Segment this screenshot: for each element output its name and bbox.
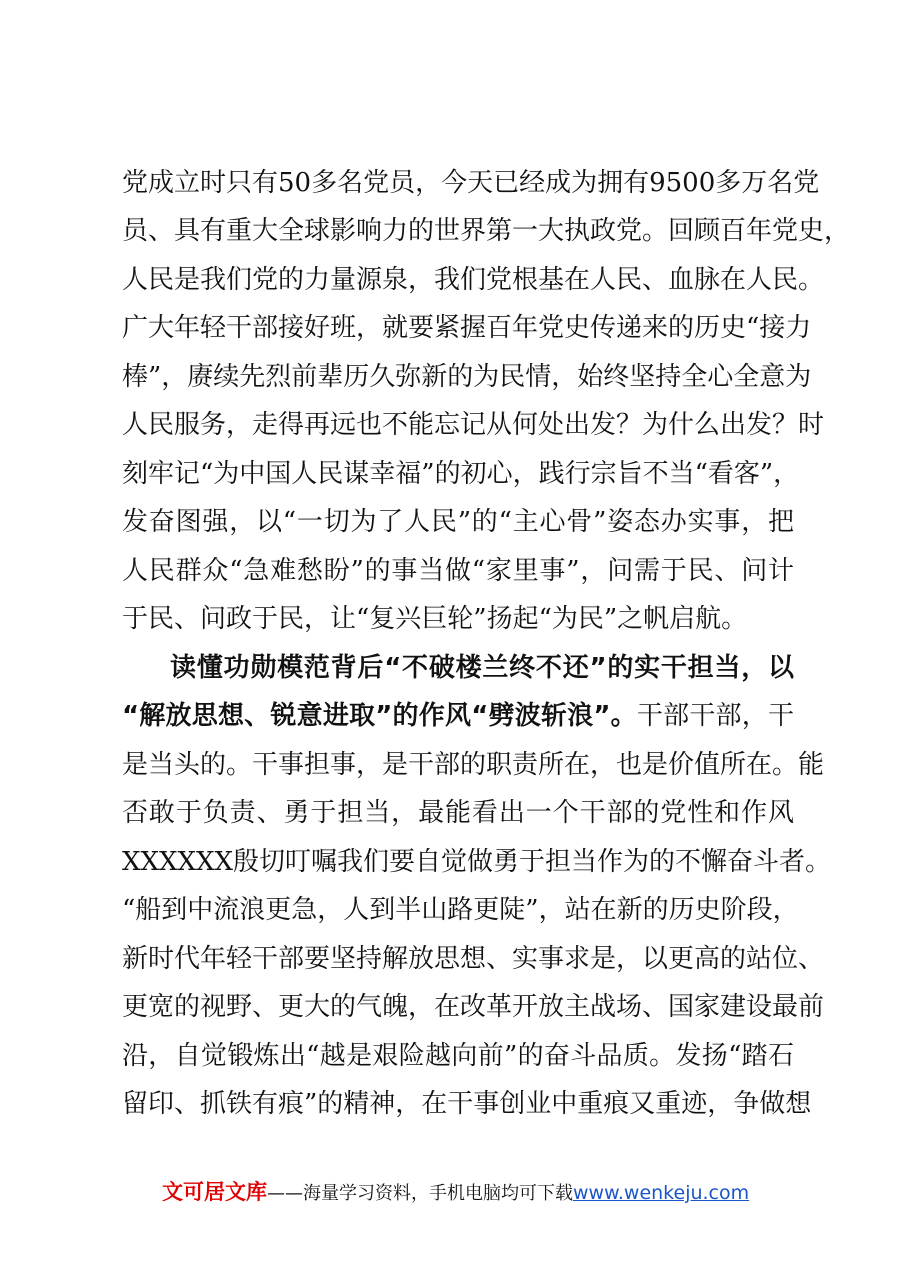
body-line-12 (122, 698, 794, 734)
body-line-10: 于民、问政于民，让“复兴巨轮”扬起“为民”之帆启航。 (122, 604, 748, 634)
footer-brand: 文可居文库 (162, 1180, 267, 1204)
body-line-7: 刻牢记“为中国人民谋幸福”的初心，践行宗旨不当“看客”， (122, 459, 800, 489)
body-line-20: 留印、抓铁有痕”的精神，在干事创业中重痕又重迹，争做想 (122, 1089, 812, 1119)
body-line-3: 人民是我们党的力量源泉，我们党根基在人民、血脉在人民。 (122, 265, 825, 295)
footer-slogan: ——海量学习资料，手机电脑均可下载 (267, 1183, 573, 1204)
body-line-2: 员、具有重大全球影响力的世界第一大执政党。回顾百年党史， (122, 216, 851, 246)
body-line-14: 否敢于负责、勇于担当，最能看出一个干部的党性和作风 (122, 798, 794, 828)
body-line-18: 更宽的视野、更大的气魄，在改革开放主战场、国家建设最前 (122, 992, 825, 1022)
footer-banner (162, 1176, 762, 1208)
section-heading-line-1: 读懂功勋模范背后“不破楼兰终不还”的实干担当，以 (170, 653, 794, 683)
body-line-8: 发奋图强，以“一切为了人民”的“主心骨”姿态办实事，把 (122, 507, 794, 537)
body-line-12-rest: 干部干部，干 (636, 701, 794, 731)
body-line-1: 党成立时只有50多名党员，今天已经成为拥有9500多万名党 (122, 168, 820, 198)
body-line-13: 是当头的。干事担事，是干部的职责所在，也是价值所在。能 (122, 750, 825, 780)
section-heading-continuation: “解放思想、锐意进取”的作风“劈波斩浪”。 (122, 701, 637, 731)
body-line-15: XXXXXX殷切叮嘱我们要自觉做勇于担当作为的不懈奋斗者。 (122, 847, 832, 877)
body-line-9: 人民群众“急难愁盼”的事当做“家里事”，问需于民、问计 (122, 556, 794, 586)
body-line-17: 新时代年轻干部要坚持解放思想、实事求是，以更高的站位、 (122, 944, 825, 974)
body-line-16: “船到中流浪更急，人到半山路更陡”，站在新的历史阶段， (122, 895, 799, 925)
body-line-4: 广大年轻干部接好班，就要紧握百年党史传递来的历史“接力 (122, 313, 812, 343)
body-line-19: 沿，自觉锻炼出“越是艰险越向前”的奋斗品质。发扬“踏石 (122, 1041, 794, 1071)
footer-url-link[interactable]: www.wenkeju.com (573, 1182, 750, 1204)
body-line-5: 棒”，赓续先烈前辈历久弥新的为民情，始终坚持全心全意为 (122, 362, 812, 392)
body-line-6: 人民服务，走得再远也不能忘记从何处出发？为什么出发？时 (122, 410, 825, 440)
